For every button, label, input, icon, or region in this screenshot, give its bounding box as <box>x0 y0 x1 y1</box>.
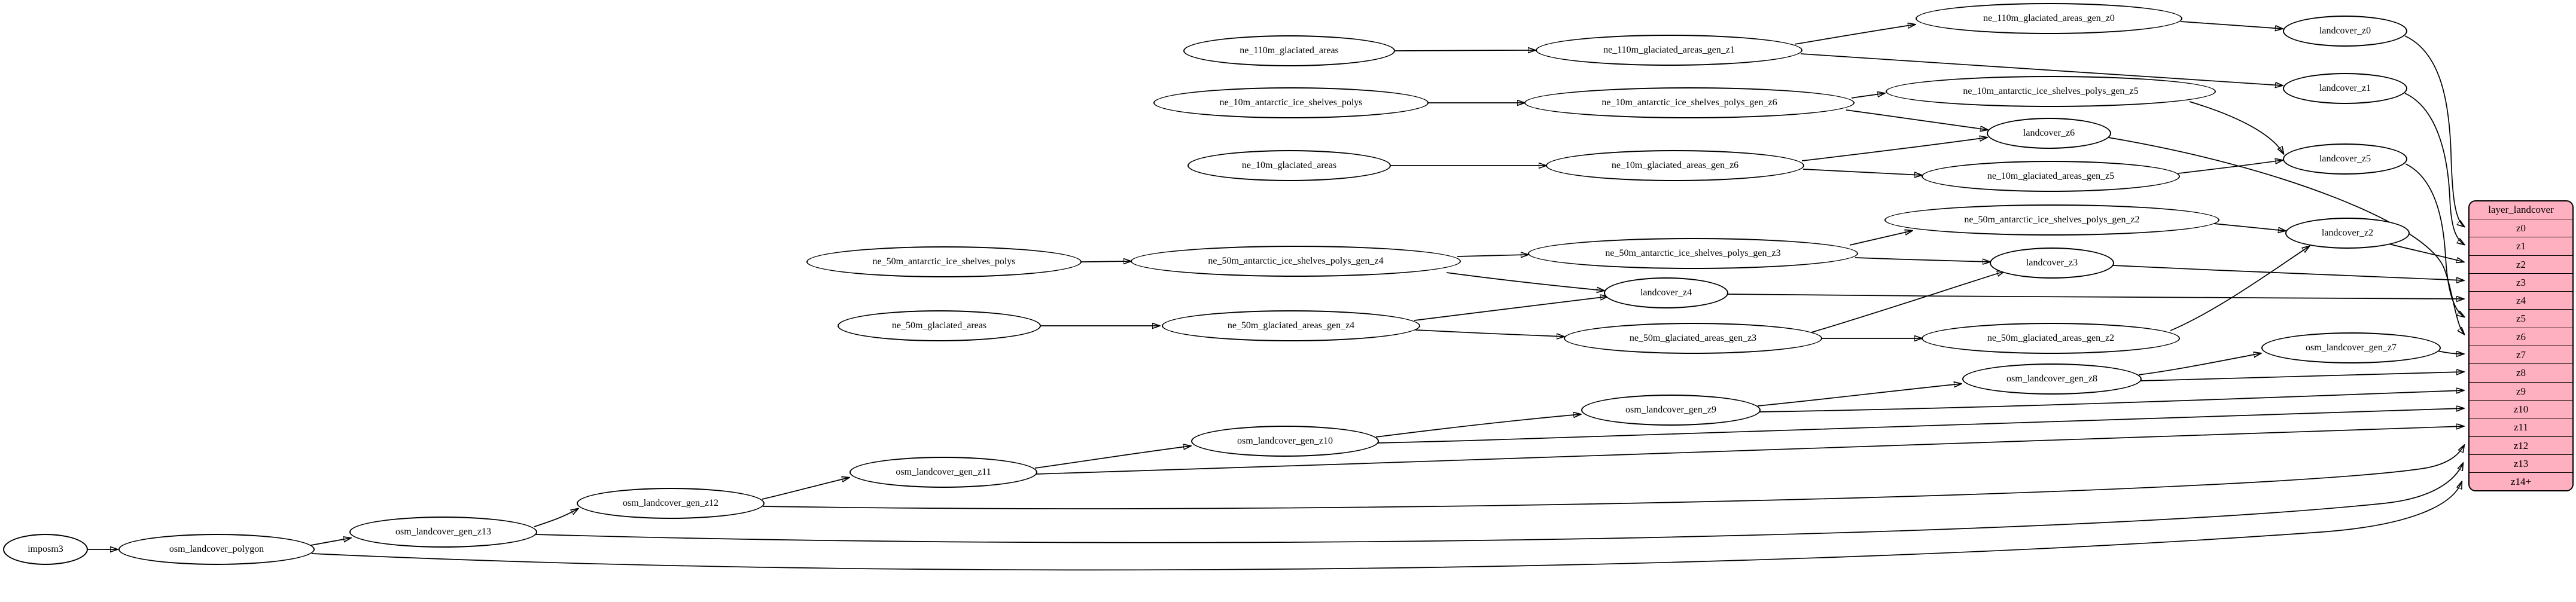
node-ne-10m-antarctic-ice-shelves-polys-gen-z5: ne_10m_antarctic_ice_shelves_polys_gen_z5 <box>1886 76 2216 107</box>
node-ne-10m-antarctic-ice-shelves-polys-gen-z6: ne_10m_antarctic_ice_shelves_polys_gen_z6 <box>1524 87 1855 118</box>
node-landcover-z6: landcover_z6 <box>1987 118 2111 149</box>
node-ne-10m-glaciated-areas-gen-z5: ne_10m_glaciated_areas_gen_z5 <box>1922 161 2180 192</box>
table-row-z7: z7 <box>2470 346 2572 363</box>
node-landcover-z4: landcover_z4 <box>1604 277 1728 308</box>
node-osm-landcover-gen-z9: osm_landcover_gen_z9 <box>1581 395 1761 426</box>
node-ne-110m-glaciated-areas-gen-z1: ne_110m_glaciated_areas_gen_z1 <box>1536 35 1802 66</box>
node-osm-landcover-gen-z10: osm_landcover_gen_z10 <box>1191 426 1379 457</box>
table-row-z0: z0 <box>2470 219 2572 237</box>
node-osm-landcover-polygon: osm_landcover_polygon <box>118 534 315 565</box>
table-row-z1: z1 <box>2470 237 2572 255</box>
node-ne-10m-glaciated-areas-gen-z6: ne_10m_glaciated_areas_gen_z6 <box>1546 150 1804 181</box>
node-ne-50m-glaciated-areas-gen-z3: ne_50m_glaciated_areas_gen_z3 <box>1564 323 1822 354</box>
node-ne-10m-glaciated-areas: ne_10m_glaciated_areas <box>1187 150 1391 181</box>
node-ne-50m-antarctic-ice-shelves-polys-gen-z2: ne_50m_antarctic_ice_shelves_polys_gen_z2 <box>1884 204 2219 236</box>
node-ne-50m-antarctic-ice-shelves-polys-gen-z3: ne_50m_antarctic_ice_shelves_polys_gen_z3 <box>1528 238 1858 269</box>
node-landcover-z1: landcover_z1 <box>2283 73 2407 104</box>
node-ne-50m-glaciated-areas-gen-z2: ne_50m_glaciated_areas_gen_z2 <box>1922 323 2180 354</box>
table-row-z8: z8 <box>2470 363 2572 381</box>
node-ne-10m-antarctic-ice-shelves-polys: ne_10m_antarctic_ice_shelves_polys <box>1153 87 1429 118</box>
node-ne-50m-glaciated-areas-gen-z4: ne_50m_glaciated_areas_gen_z4 <box>1162 310 1420 341</box>
node-ne-50m-antarctic-ice-shelves-polys: ne_50m_antarctic_ice_shelves_polys <box>806 246 1082 277</box>
node-osm-landcover-gen-z11: osm_landcover_gen_z11 <box>849 457 1037 488</box>
node-landcover-z5: landcover_z5 <box>2283 143 2407 175</box>
table-row-z5: z5 <box>2470 309 2572 327</box>
node-landcover-z0: landcover_z0 <box>2283 16 2407 47</box>
node-osm-landcover-gen-z8: osm_landcover_gen_z8 <box>1962 363 2142 395</box>
layer-table-title: layer_landcover <box>2488 204 2554 215</box>
node-landcover-z3: landcover_z3 <box>1990 247 2114 279</box>
table-row-z4: z4 <box>2470 291 2572 309</box>
table-row-z14plus: z14+ <box>2470 472 2572 490</box>
table-row-z2: z2 <box>2470 255 2572 273</box>
node-ne-110m-glaciated-areas-gen-z0: ne_110m_glaciated_areas_gen_z0 <box>1916 3 2182 34</box>
table-row-z6: z6 <box>2470 328 2572 346</box>
table-row-z3: z3 <box>2470 273 2572 291</box>
node-ne-50m-antarctic-ice-shelves-polys-gen-z4: ne_50m_antarctic_ice_shelves_polys_gen_z4 <box>1131 246 1461 277</box>
node-ne-50m-glaciated-areas: ne_50m_glaciated_areas <box>838 310 1041 341</box>
node-ne-110m-glaciated-areas: ne_110m_glaciated_areas <box>1183 35 1395 66</box>
node-osm-landcover-gen-z13: osm_landcover_gen_z13 <box>349 517 537 548</box>
table-row-z9: z9 <box>2470 382 2572 400</box>
layer-landcover-table <box>2468 200 2574 491</box>
node-landcover-z2: landcover_z2 <box>2285 218 2410 249</box>
table-row-z11: z11 <box>2470 418 2572 436</box>
table-row-z12: z12 <box>2470 436 2572 454</box>
table-row-z10: z10 <box>2470 400 2572 418</box>
node-imposm3: imposm3 <box>3 534 88 565</box>
node-osm-landcover-gen-z12: osm_landcover_gen_z12 <box>577 488 765 519</box>
node-osm-landcover-gen-z7: osm_landcover_gen_z7 <box>2261 332 2441 363</box>
table-row-z13: z13 <box>2470 454 2572 472</box>
